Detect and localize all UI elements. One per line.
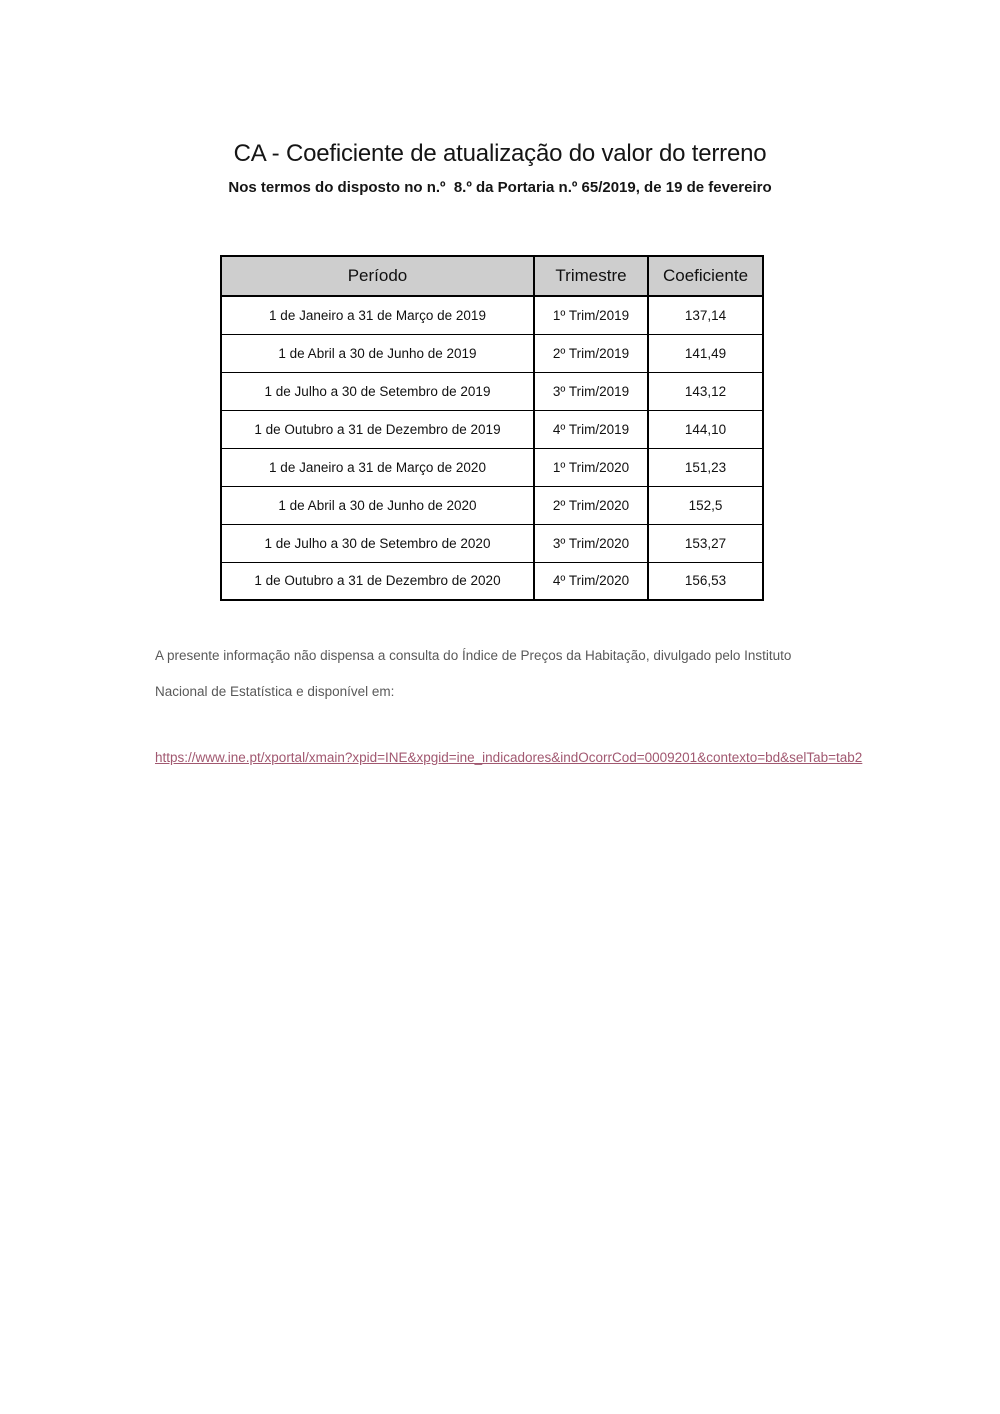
table-row: [221, 524, 763, 562]
cell-trimestre: 2º Trim/2020: [534, 486, 648, 524]
cell-periodo: 1 de Julho a 30 de Setembro de 2019: [221, 372, 534, 410]
cell-trimestre: 4º Trim/2019: [534, 410, 648, 448]
cell-coeficiente: 141,49: [648, 334, 763, 372]
table-row: [221, 562, 763, 600]
cell-periodo: 1 de Abril a 30 de Junho de 2020: [221, 486, 534, 524]
cell-trimestre: 1º Trim/2019: [534, 296, 648, 334]
cell-trimestre: 1º Trim/2020: [534, 448, 648, 486]
table-row: [221, 486, 763, 524]
coefficient-table-wrapper: [220, 255, 762, 601]
cell-coeficiente: 153,27: [648, 524, 763, 562]
coefficient-table: [220, 255, 764, 601]
note-text-line1: A presente informação não dispensa a consulta do Índice de Preços da Habitação, divulgado pelo Instituto: [155, 648, 792, 663]
page-title: CA - Coeficiente de atualização do valor do terreno: [233, 140, 767, 167]
cell-coeficiente: 143,12: [648, 372, 763, 410]
table-row: [221, 448, 763, 486]
header-periodo: Período: [221, 256, 534, 296]
table-row: [221, 372, 763, 410]
cell-trimestre: 2º Trim/2019: [534, 334, 648, 372]
table-body: [221, 296, 763, 600]
table-header-row: [221, 256, 763, 296]
cell-coeficiente: 144,10: [648, 410, 763, 448]
header-trimestre: Trimestre: [534, 256, 648, 296]
cell-trimestre: 3º Trim/2020: [534, 524, 648, 562]
cell-coeficiente: 137,14: [648, 296, 763, 334]
page-subtitle: Nos termos do disposto no n.º 8.º da Portaria n.º 65/2019, de 19 de fevereiro: [228, 179, 772, 196]
cell-periodo: 1 de Abril a 30 de Junho de 2019: [221, 334, 534, 372]
cell-coeficiente: 152,5: [648, 486, 763, 524]
cell-coeficiente: 156,53: [648, 562, 763, 600]
cell-trimestre: 4º Trim/2020: [534, 562, 648, 600]
header-coeficiente: Coeficiente: [648, 256, 763, 296]
cell-coeficiente: 151,23: [648, 448, 763, 486]
cell-periodo: 1 de Janeiro a 31 de Março de 2020: [221, 448, 534, 486]
cell-periodo: 1 de Julho a 30 de Setembro de 2020: [221, 524, 534, 562]
ine-hyperlink[interactable]: https://www.ine.pt/xportal/xmain?xpid=INE&xpgid=ine_indicadores&indOcorrCod=0009201&contexto=bd&selTab=tab2: [155, 750, 863, 765]
table-row: [221, 410, 763, 448]
cell-periodo: 1 de Outubro a 31 de Dezembro de 2020: [221, 562, 534, 600]
cell-trimestre: 3º Trim/2019: [534, 372, 648, 410]
table-row: [221, 296, 763, 334]
note-text-line2: Nacional de Estatística e disponível em:: [155, 684, 395, 699]
table-row: [221, 334, 763, 372]
cell-periodo: 1 de Outubro a 31 de Dezembro de 2019: [221, 410, 534, 448]
cell-periodo: 1 de Janeiro a 31 de Março de 2019: [221, 296, 534, 334]
